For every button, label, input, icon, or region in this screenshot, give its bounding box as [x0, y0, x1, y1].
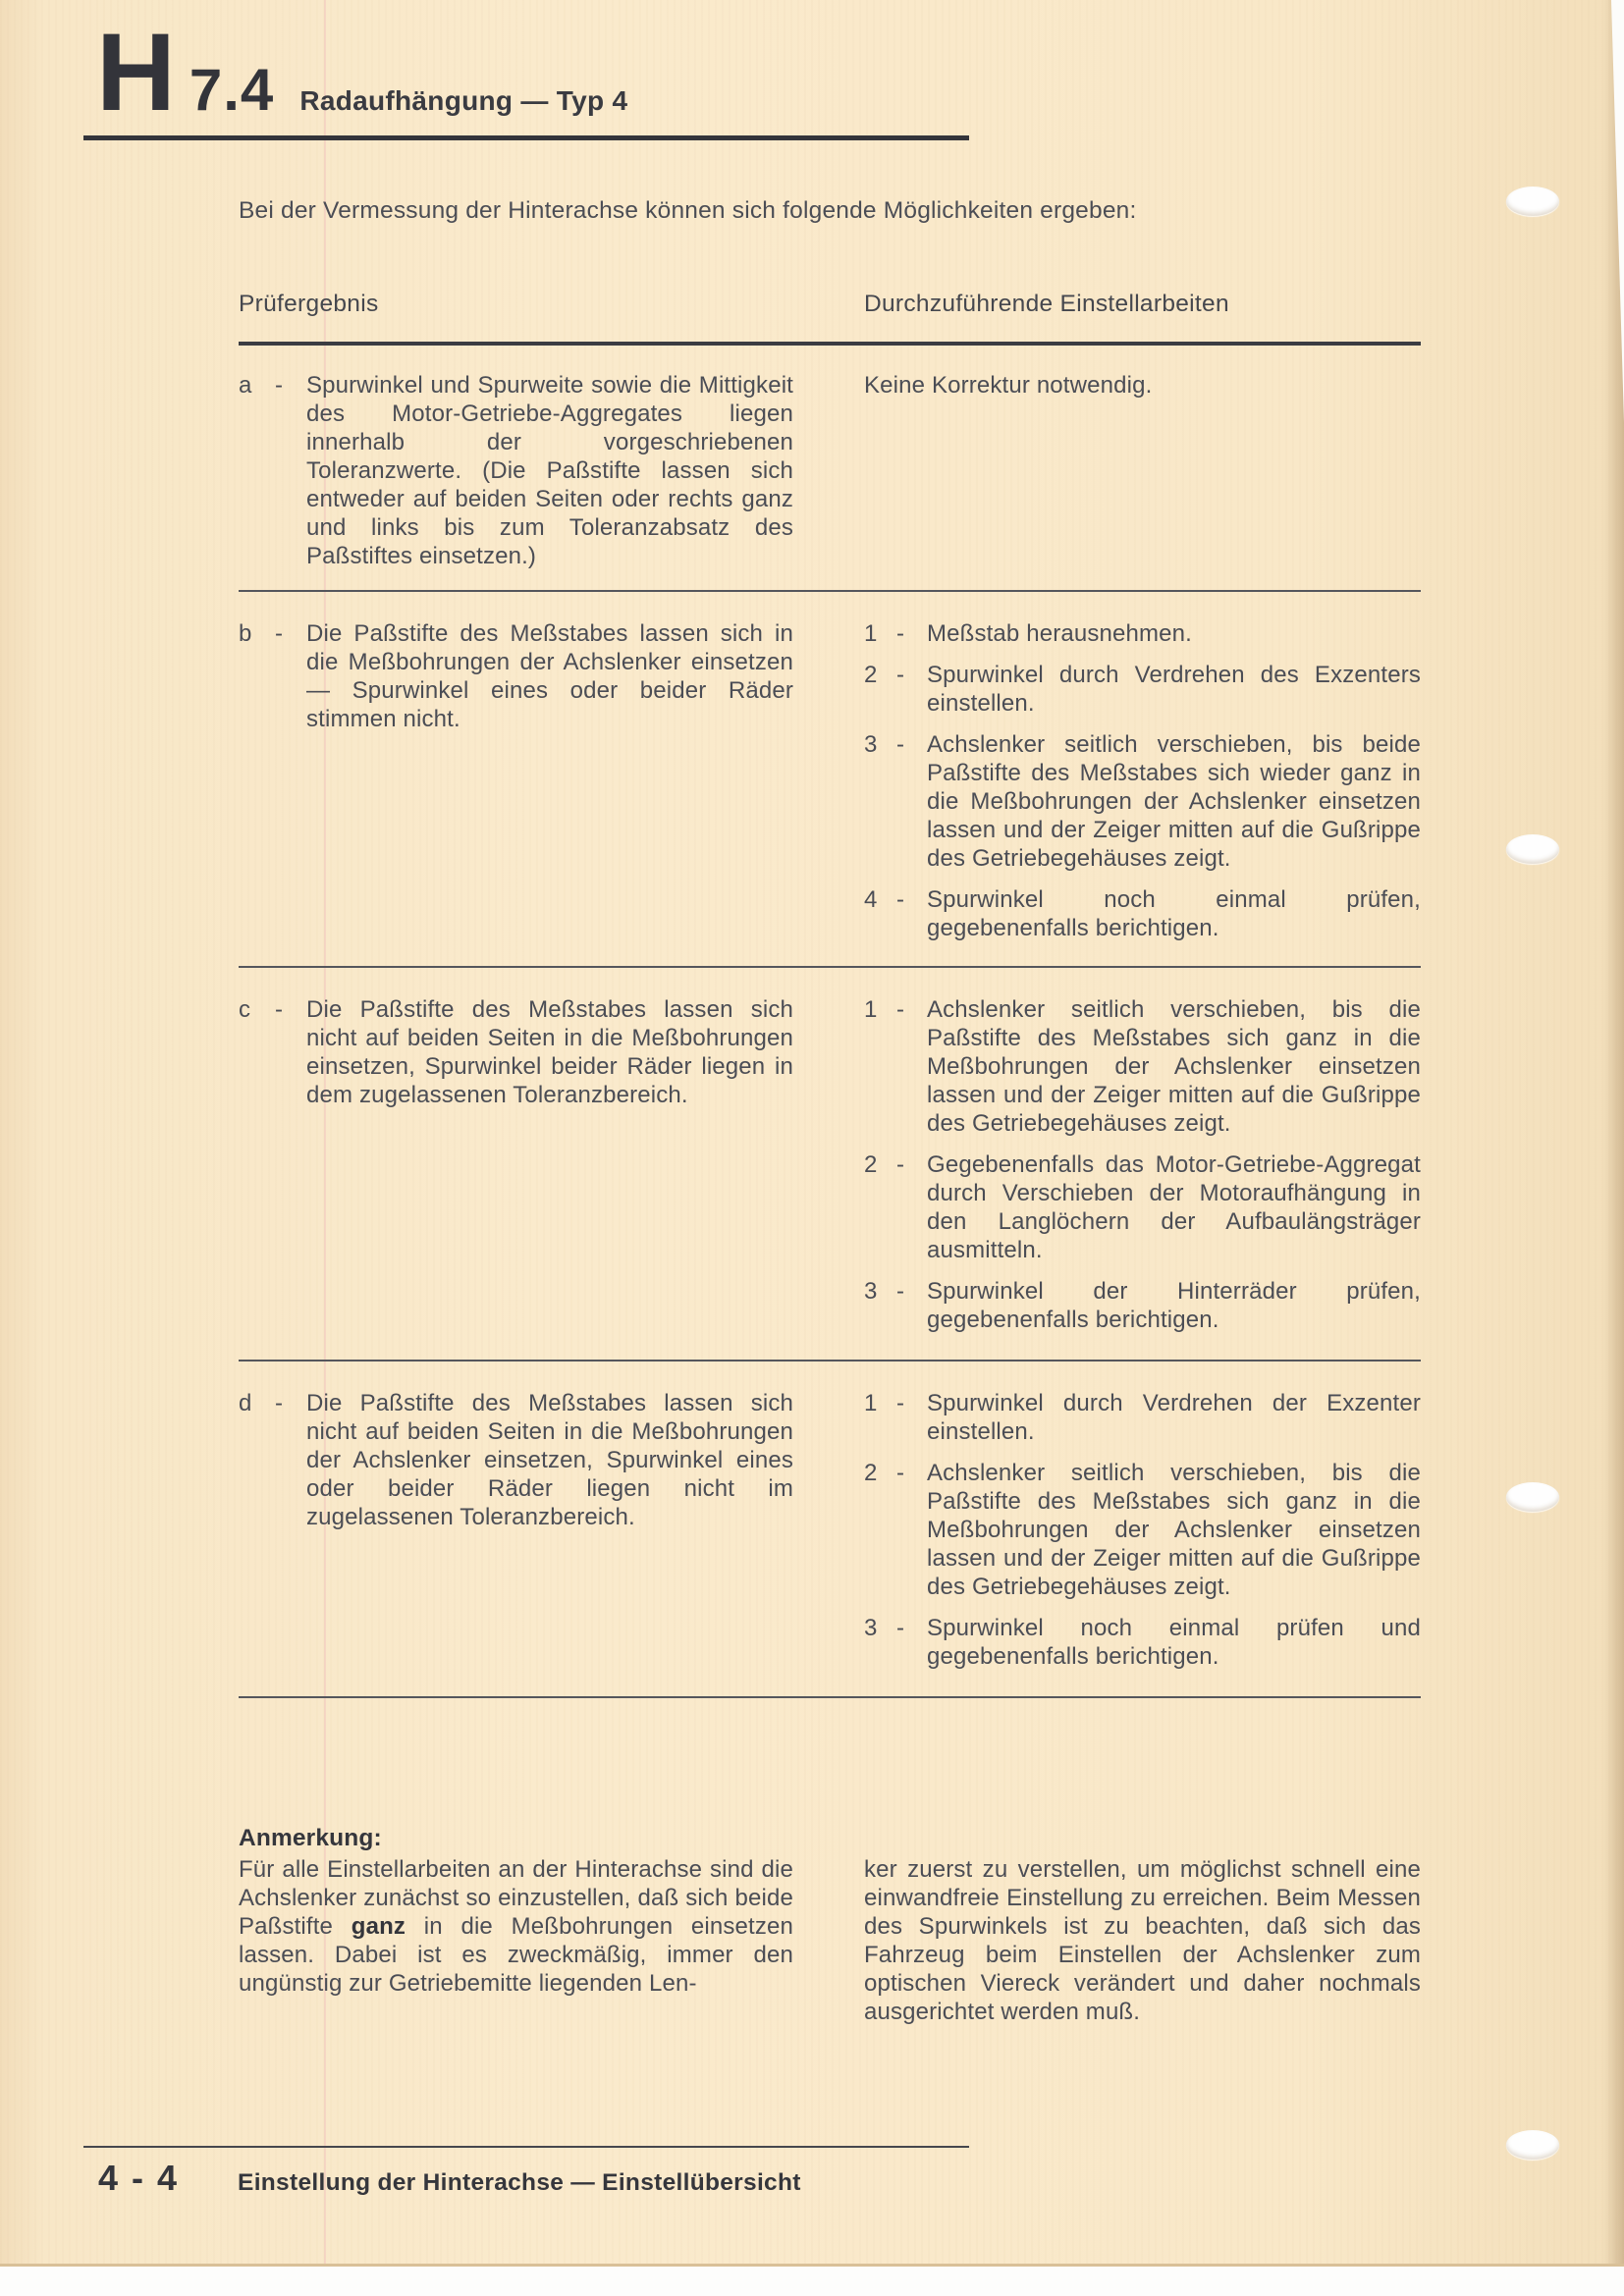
section-title: Radaufhängung — Typ 4	[299, 85, 628, 116]
header-rule	[83, 135, 969, 140]
note-column-right: ker zuerst zu verstellen, um möglichst schnell eine einwandfreie Einstellung zu erreichen. Beim Messen des Spurwinkels ist zu beachten, daß sich das Fahrzeug beim Einstellen der Achslenker zum optischen Viereck verändert und daher nochmals ausgerichtet werden muß.	[864, 1856, 1421, 2025]
punch-hole	[1506, 2130, 1559, 2160]
note-heading: Anmerkung:	[239, 1825, 382, 1851]
action-number: 1	[864, 1390, 878, 1416]
actions-list-c	[864, 995, 1421, 1334]
action-text: Keine Korrektur notwendig.	[864, 372, 1153, 399]
action-number: 2	[864, 1151, 878, 1178]
punch-hole	[1506, 187, 1559, 216]
table-row-a	[239, 346, 1421, 590]
results-table	[239, 291, 1421, 1698]
action-text: Meßstab herausnehmen.	[927, 620, 1192, 647]
action-item	[864, 371, 1421, 400]
action-text: Gegebenenfalls das Motor-Getriebe-Aggregat durch Verschieben der Motoraufhängung in den Langlöchern der Aufbaulängsträger ausmitteln.	[927, 1151, 1421, 1263]
action-text: Spurwinkel noch einmal prüfen, gegebenenfalls berichtigen.	[927, 886, 1421, 941]
finding-dash: -	[275, 996, 284, 1023]
note-column-left	[239, 1855, 793, 2026]
finding-dash: -	[275, 1390, 284, 1416]
actions-list-d	[864, 1389, 1421, 1671]
action-item	[864, 885, 1421, 942]
action-number: 3	[864, 1615, 878, 1641]
finding-text: Spurwinkel und Spurweite sowie die Mittigkeit des Motor-Getriebe-Aggregates liegen innerhalb der vorgeschriebenen Toleranzwerte. (Die Paßstifte lassen sich entweder auf beiden Seiten oder rechts ganz und links bis zum Toleranzabsatz des Paßstiftes einsetzen.)	[306, 372, 793, 569]
finding-letter: a	[239, 372, 252, 399]
row-separator	[239, 1696, 1421, 1698]
scan-right-edge	[1602, 0, 1624, 2266]
scan-bottom-edge	[0, 2264, 1624, 2296]
action-dash: -	[896, 996, 905, 1023]
finding-text: Die Paßstifte des Meßstabes lassen sich nicht auf beiden Seiten in die Meßbohrungen einsetzen, Spurwinkel beider Räder liegen in dem zugelassenen Toleranzbereich.	[306, 996, 793, 1108]
table-header-row	[239, 291, 1421, 318]
column-header-pruefergebnis: Prüfergebnis	[239, 291, 379, 317]
action-item	[864, 995, 1421, 1138]
action-dash: -	[896, 1151, 905, 1178]
intro-text: Bei der Vermessung der Hinterachse können sich folgende Möglichkeiten ergeben:	[239, 197, 1137, 224]
finding-text: Die Paßstifte des Meßstabes lassen sich nicht auf beiden Seiten in die Meßbohrungen der Achslenker einsetzen, Spurwinkel eines oder beider Räder liegen nicht im zugelassenen Toleranzbereich.	[306, 1390, 793, 1530]
action-text: Spurwinkel noch einmal prüfen und gegebenenfalls berichtigen.	[927, 1615, 1421, 1670]
action-number: 1	[864, 620, 878, 647]
action-dash: -	[896, 731, 905, 758]
finding-a	[239, 371, 793, 570]
action-text: Achslenker seitlich verschieben, bis beide Paßstifte des Meßstabes sich wieder ganz in die Meßbohrungen der Achslenker einsetzen lassen und der Zeiger mitten auf die Gußrippe des Getriebegehäuses zeigt.	[927, 731, 1421, 872]
action-dash: -	[896, 1615, 905, 1641]
footer-title: Einstellung der Hinterachse — Einstellübersicht	[238, 2169, 801, 2196]
action-text: Spurwinkel der Hinterräder prüfen, gegebenenfalls berichtigen.	[927, 1278, 1421, 1333]
page-header	[96, 11, 628, 133]
action-dash: -	[896, 1460, 905, 1486]
footer-rule	[83, 2146, 969, 2148]
action-number: 2	[864, 662, 878, 688]
action-text: Achslenker seitlich verschieben, bis die Paßstifte des Meßstabes sich ganz in die Meßbohrungen der Achslenker einsetzen lassen und der Zeiger mitten auf die Gußrippe des Getriebegehäuses zeigt.	[927, 1460, 1421, 1600]
actions-list-b	[864, 619, 1421, 942]
action-item	[864, 1614, 1421, 1671]
punch-hole	[1506, 834, 1559, 864]
action-dash: -	[896, 1390, 905, 1416]
action-number: 3	[864, 731, 878, 758]
punch-hole	[1506, 1482, 1559, 1512]
section-code: H	[96, 11, 174, 133]
action-dash: -	[896, 620, 905, 647]
note-section	[239, 1824, 1421, 2026]
table-row-b	[239, 592, 1421, 966]
action-item	[864, 730, 1421, 873]
action-item	[864, 619, 1421, 648]
section-number: 7.4	[189, 57, 275, 123]
finding-text: Die Paßstifte des Meßstabes lassen sich in die Meßbohrungen der Achslenker einsetzen — Spurwinkel eines oder beider Räder stimmen nicht.	[306, 620, 793, 732]
action-item	[864, 1459, 1421, 1601]
table-row-d	[239, 1362, 1421, 1696]
column-header-einstellarbeiten: Durchzuführende Einstellarbeiten	[864, 291, 1229, 317]
action-item	[864, 661, 1421, 718]
finding-letter: c	[239, 996, 251, 1023]
finding-b	[239, 619, 793, 942]
finding-c	[239, 995, 793, 1334]
note-columns	[239, 1855, 1421, 2026]
table-row-c	[239, 968, 1421, 1360]
note-bold-word: ganz	[351, 1913, 406, 1940]
action-text: Achslenker seitlich verschieben, bis die Paßstifte des Meßstabes sich ganz in die Meßbohrungen der Achslenker einsetzen lassen und der Zeiger mitten auf die Gußrippe des Getriebegehäuses zeigt.	[927, 996, 1421, 1137]
action-number: 4	[864, 886, 878, 913]
action-item	[864, 1277, 1421, 1334]
action-number: 1	[864, 996, 878, 1023]
note-left-text: Für alle Einstellarbeiten an der Hinterachse sind die Achslenker zunächst so einzustellen, daß sich beide Paßstifte	[239, 1856, 793, 1940]
action-dash: -	[896, 662, 905, 688]
footer-page-number: 4 - 4	[98, 2158, 180, 2198]
finding-letter: b	[239, 620, 252, 647]
action-dash: -	[896, 1278, 905, 1305]
action-number: 3	[864, 1278, 878, 1305]
note-left-text-cont: in die Meßbohrungen einsetzen lassen. Dabei ist es zweckmäßig, immer den ungünstig zur Getriebemitte liegenden Len-	[239, 1913, 793, 1997]
action-item	[864, 1389, 1421, 1446]
page-footer	[98, 2158, 801, 2199]
action-text: Spurwinkel durch Verdrehen der Exzenter einstellen.	[927, 1390, 1421, 1445]
action-number: 2	[864, 1460, 878, 1486]
action-text: Spurwinkel durch Verdrehen des Exzenters einstellen.	[927, 662, 1421, 717]
finding-letter: d	[239, 1390, 252, 1416]
actions-list-a	[864, 371, 1421, 570]
finding-d	[239, 1389, 793, 1671]
action-dash: -	[896, 886, 905, 913]
finding-dash: -	[275, 620, 284, 647]
action-item	[864, 1150, 1421, 1264]
finding-dash: -	[275, 372, 284, 399]
